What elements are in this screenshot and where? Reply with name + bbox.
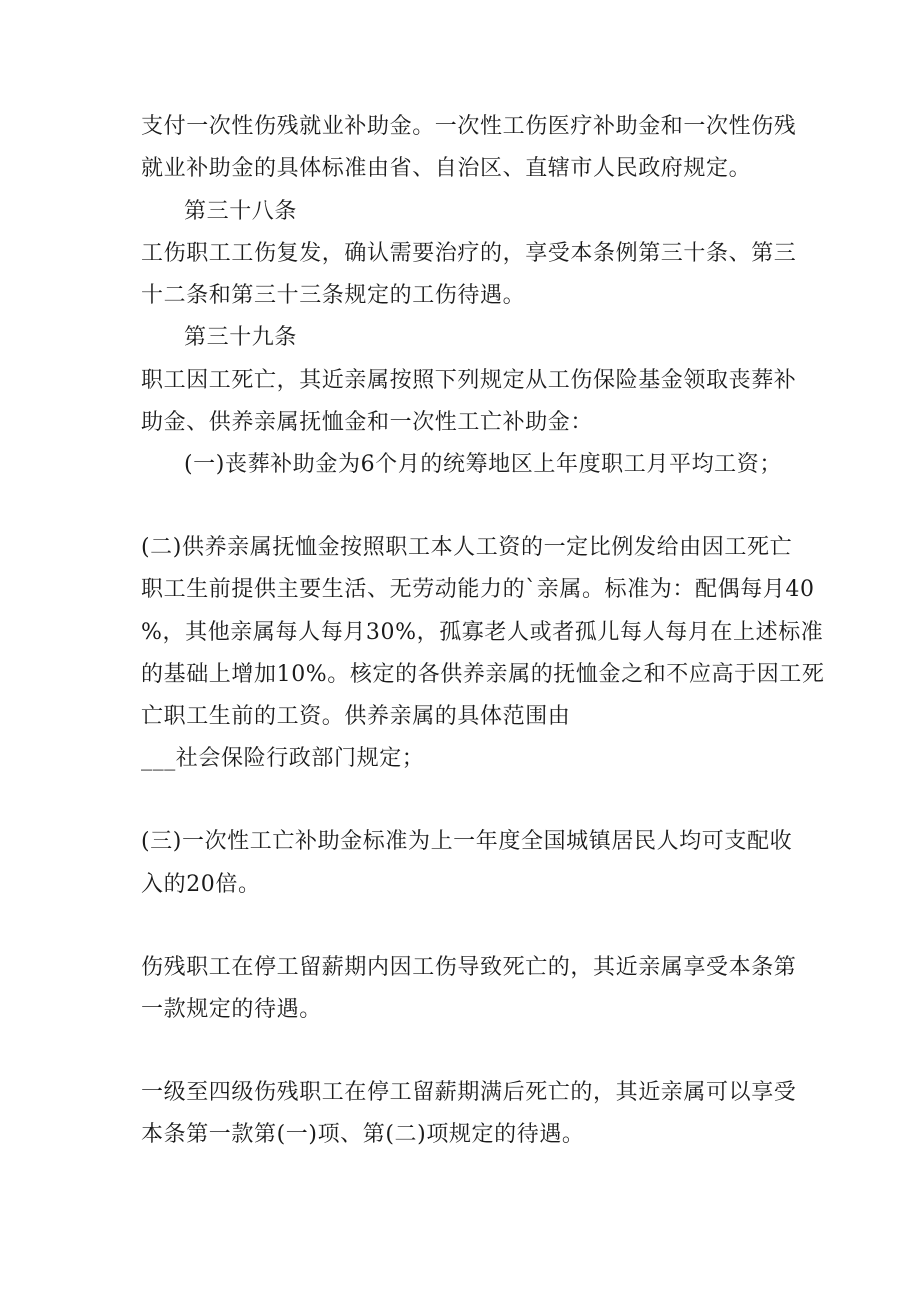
text-line: 入的20倍。 — [141, 872, 261, 897]
text-line: 一级至四级伤残职工在停工留薪期满后死亡的，其近亲属可以享受 — [141, 1080, 797, 1105]
text-line: (三)一次性工亡补助金标准为上一年度全国城镇居民人均可支配收 — [141, 829, 793, 854]
text-line: 亡职工生前的工资。供养亲属的具体范围由 — [141, 704, 571, 729]
text-line: 十二条和第三十三条规定的工伤待遇。 — [141, 283, 526, 308]
text-line: 就业补助金的具体标准由省、自治区、直辖市人民政府规定。 — [141, 156, 752, 181]
text-line: 一款规定的待遇。 — [141, 997, 322, 1022]
text-line: 助金、供养亲属抚恤金和一次性工亡补助金： — [141, 410, 594, 435]
text-line: 支付一次性伤残就业补助金。一次性工伤医疗补助金和一次性伤残 — [141, 114, 797, 139]
text-line: 伤残职工在停工留薪期内因工伤导致死亡的，其近亲属享受本条第 — [141, 955, 797, 980]
text-line: 职工因工死亡，其近亲属按照下列规定从工伤保险基金领取丧葬补 — [141, 368, 797, 393]
text-line: 的基础上增加10%。核定的各供养亲属的抚恤金之和不应高于因工死 — [141, 662, 825, 687]
text-line: 工伤职工工伤复发，确认需要治疗的，享受本条例第三十条、第三 — [141, 241, 797, 266]
text-line: (二)供养亲属抚恤金按照职工本人工资的一定比例发给由因工死亡 — [141, 535, 793, 560]
article-heading: 第三十八条 — [184, 199, 298, 224]
text-line: 职工生前提供主要生活、无劳动能力的`亲属。标准为：配偶每月40 — [141, 577, 815, 602]
text-line: ___社会保险行政部门规定； — [141, 746, 425, 771]
article-heading: 第三十九条 — [184, 325, 298, 350]
text-line: (一)丧葬补助金为6个月的统筹地区上年度职工月平均工资； — [184, 452, 782, 477]
text-line: %，其他亲属每人每月30%，孤寡老人或者孤儿每人每月在上述标准 — [141, 620, 824, 645]
text-line: 本条第一款第(一)项、第(二)项规定的待遇。 — [141, 1122, 585, 1147]
